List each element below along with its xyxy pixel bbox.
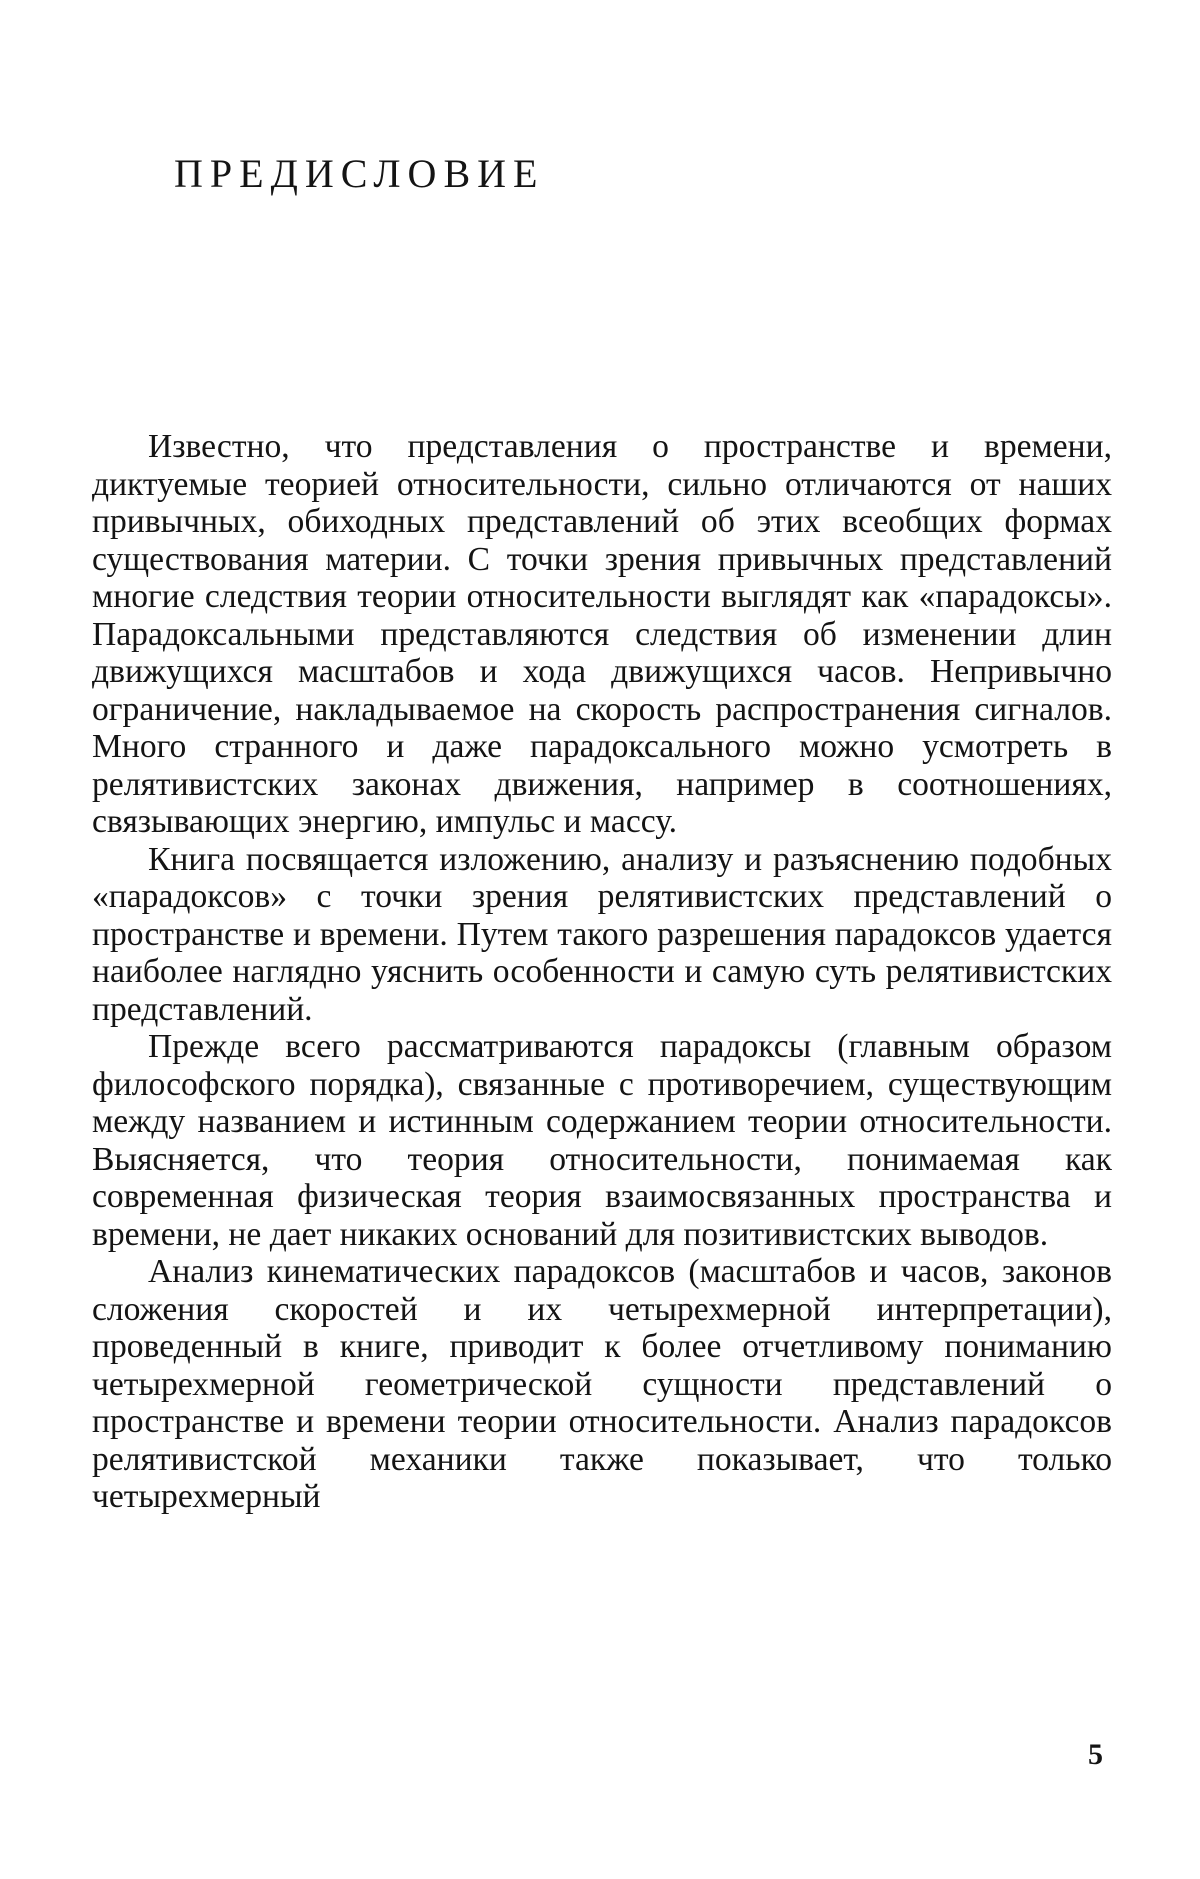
page-number: 5 [1088,1738,1103,1771]
paragraph: Известно, что представления о пространстве и времени, диктуемые теорией относительности, сильно отличаются от наших привычных, обиходных представлений об этих всеобщих формах существования материи. С точки зрения привычных представлений многие следствия теории относительности выглядят как «парадоксы». Парадоксальными представляются следствия об изменении длин движущихся масштабов и хода движущихся часов. Непривычно ограничение, накладываемое на скорость распространения сигналов. Много странного и даже парадоксального можно усмотреть в релятивистских законах движения, например в соотношениях, связывающих энергию, импульс и массу. [92,428,1112,840]
page-heading: ПРЕДИСЛОВИЕ [174,151,545,196]
body-text [92,428,1112,1516]
paragraph: Анализ кинематических парадоксов (масштабов и часов, законов сложения скоростей и их четырехмерной интерпретации), проведенный в книге, приводит к более отчетливому пониманию четырехмерной геометрической сущности представлений о пространстве и времени теории относительности. Анализ парадоксов релятивистской механики также показывает, что только четырехмерный [92,1253,1112,1515]
paragraph: Прежде всего рассматриваются парадоксы (главным образом философского порядка), связанные с противоречием, существующим между названием и истинным содержанием теории относительности. Выясняется, что теория относительности, понимаемая как современная физическая теория взаимосвязанных пространства и времени, не дает никаких оснований для позитивистских выводов. [92,1028,1112,1253]
paragraph: Книга посвящается изложению, анализу и разъяснению подобных «парадоксов» с точки зрения релятивистских представлений о пространстве и времени. Путем такого разрешения парадоксов удается наиболее наглядно уяснить особенности и самую суть релятивистских представлений. [92,840,1112,1028]
